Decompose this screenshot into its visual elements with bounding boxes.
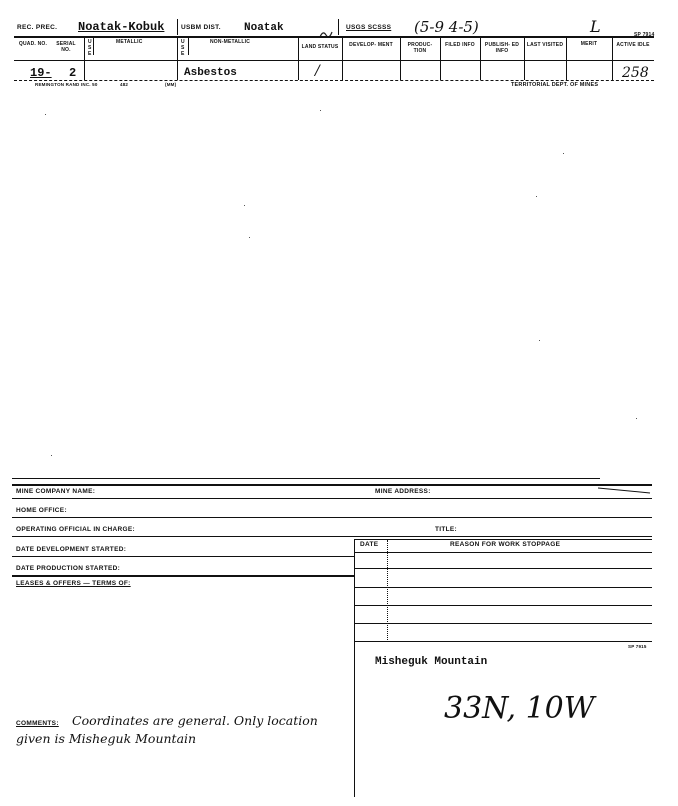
date-prod-label: DATE PRODUCTION STARTED: xyxy=(16,565,121,572)
serial-label: SERIAL NO. xyxy=(56,41,76,53)
merit-label: MERIT xyxy=(580,41,598,47)
metallic-label: METALLIC xyxy=(116,39,143,45)
metallic-prefix: U S E xyxy=(88,39,92,57)
usgs-value: (5-9 4-5) xyxy=(414,18,479,36)
form-no-top: SP 7914 xyxy=(634,32,655,38)
home-office-label: HOME OFFICE: xyxy=(16,507,67,514)
land-status-value: / xyxy=(315,63,320,79)
rec-prec-label: REC. PREC. xyxy=(17,24,58,31)
comments-label: COMMENTS: xyxy=(16,720,59,727)
nonmetallic-prefix: U S E xyxy=(181,39,185,57)
usbm-dist-value: Noatak xyxy=(244,22,284,34)
speck xyxy=(244,205,245,206)
footer-mid2: (MM) xyxy=(165,82,177,87)
mine-address-label: MINE ADDRESS: xyxy=(375,488,431,495)
last-visited-label: LAST VISITED xyxy=(526,42,564,48)
speck xyxy=(536,196,537,197)
operating-official-label: OPERATING OFFICIAL IN CHARGE: xyxy=(16,526,135,533)
production-label: PRODUC- TION xyxy=(407,42,433,54)
date-dev-label: DATE DEVELOPMENT STARTED: xyxy=(16,546,127,553)
usgs-label: USGS SCSSS xyxy=(346,24,392,31)
merit-hand: L xyxy=(590,17,601,36)
form-no-bottom: SP 7915 xyxy=(628,644,647,649)
land-status-label: LAND STATUS xyxy=(301,44,339,50)
speck xyxy=(51,455,52,456)
rec-prec-value: Noatak-Kobuk xyxy=(78,20,165,34)
serial-value: 2 xyxy=(69,66,77,80)
speck xyxy=(539,340,540,341)
footer-left: REMINGTON RAND INC. 50 xyxy=(35,82,98,87)
footer-mid1: 482 xyxy=(120,82,129,87)
speck xyxy=(249,237,250,238)
active-value: 258 xyxy=(622,65,649,81)
leases-label: LEASES & OFFERS — TERMS OF: xyxy=(16,580,131,587)
quad-label: QUAD. NO. xyxy=(18,41,48,47)
nonmetallic-label: NON-METALLIC xyxy=(210,39,251,45)
speck xyxy=(45,114,46,115)
speck xyxy=(636,418,637,419)
comments-line2: given is Misheguk Mountain xyxy=(16,731,197,746)
title-label: TITLE: xyxy=(435,526,458,533)
speck xyxy=(320,110,321,111)
scribble-mark xyxy=(319,26,333,36)
date-label: DATE xyxy=(360,541,379,548)
speck xyxy=(563,153,564,154)
active-label: ACTIVE IDLE xyxy=(616,42,650,48)
reason-label: REASON FOR WORK STOPPAGE xyxy=(450,541,561,548)
nonmetallic-value: Asbestos xyxy=(184,67,237,79)
develop-label: DEVELOP- MENT xyxy=(349,42,393,48)
filed-label: FILED INFO xyxy=(445,42,475,48)
mine-company-label: MINE COMPANY NAME: xyxy=(16,488,96,495)
usbm-dist-label: USBM DIST. xyxy=(181,24,221,31)
coordinates-hand: 33N, 10W xyxy=(444,691,595,726)
footer-right: TERRITORIAL DEPT. OF MINES xyxy=(511,82,599,88)
quad-value: 19- xyxy=(30,66,52,80)
location-name: Misheguk Mountain xyxy=(375,656,488,668)
published-label: PUBLISH- ED INFO xyxy=(484,42,520,54)
comments-line1: Coordinates are general. Only location xyxy=(72,713,318,728)
